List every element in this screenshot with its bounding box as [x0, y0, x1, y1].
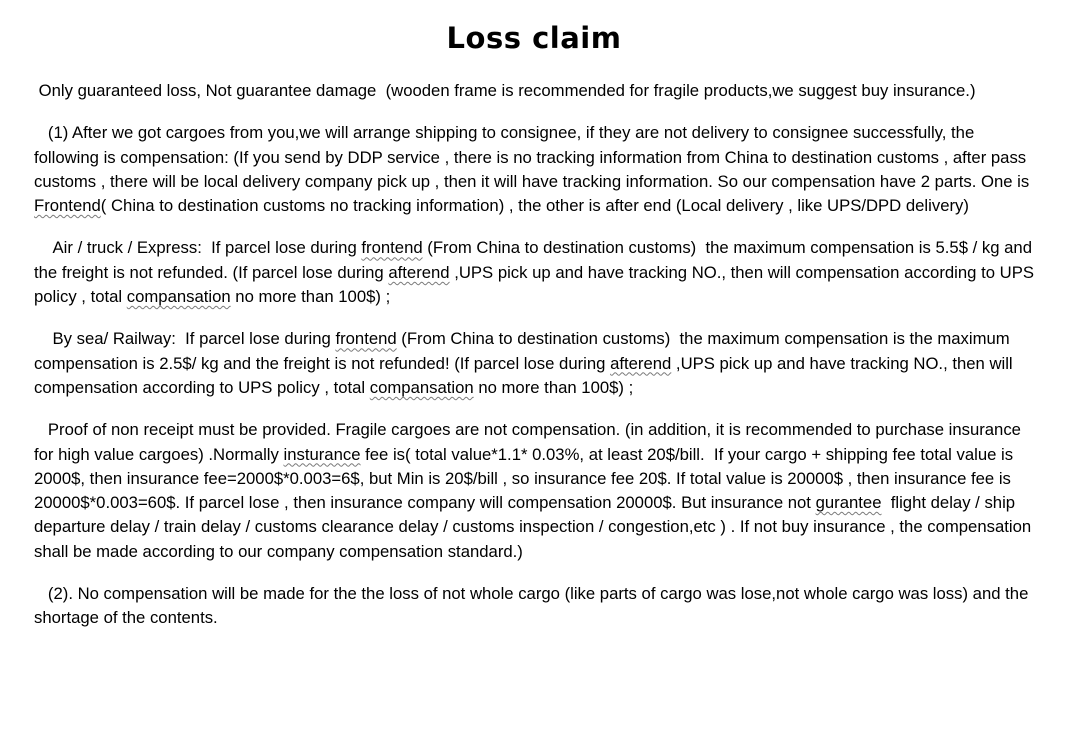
spellcheck-word: insturance: [283, 444, 361, 464]
text-run: (2). No compensation will be made for the the loss of not whole cargo (like parts of cargo was lose,not whole cargo was loss) and the shortage of the contents.: [34, 584, 1033, 628]
text-run: no more than 100$) ;: [473, 377, 634, 397]
page-title: Loss claim: [446, 21, 622, 55]
spellcheck-word: frontend: [335, 329, 397, 349]
spellcheck-word: frontend: [361, 238, 423, 258]
paragraph-sea-railway: [34, 327, 1034, 400]
text-run: Only guaranteed loss, Not guarantee damage (wooden frame is recommended for fragile products,we suggest buy insurance.): [34, 81, 976, 100]
paragraph-partial-loss: [34, 582, 1034, 631]
paragraph-air-truck-express: [34, 236, 1039, 309]
paragraph-compensation-intro: [34, 121, 1034, 218]
spellcheck-word: compansation: [369, 377, 474, 397]
spellcheck-word: compansation: [126, 287, 231, 307]
spellcheck-word: afterend: [610, 353, 672, 373]
text-run: (From China to destination customs) the maximum compensation is the maximum compensation is 2.5$/ kg and the freight is not refunded! (If parcel lose during: [34, 329, 1015, 373]
text-run: Air / truck / Express: If parcel lose during: [34, 238, 362, 258]
text-run: By sea/ Railway: If parcel lose during: [34, 329, 336, 349]
text-run: flight delay / ship departure delay / train delay / customs clearance delay / customs inspection / congestion,etc ) . If not buy insurance , the compensation shall be made according to our company compensation standard.): [34, 493, 1036, 561]
text-run: ,UPS pick up and have tracking NO., then will compensation according to UPS policy , total: [34, 353, 1018, 397]
paragraph-proof-insurance: [34, 418, 1034, 564]
text-run: (From China to destination customs) the maximum compensation is 5.5$ / kg and the freight is not refunded. (If parcel lose during: [34, 238, 1037, 282]
paragraph-guarantee-note: [34, 79, 1034, 103]
text-run: no more than 100$) ;: [230, 287, 391, 307]
text-run: ,UPS pick up and have tracking NO., then will compensation according to UPS policy , total: [34, 262, 1039, 307]
text-run: ( China to destination customs no tracking information) , the other is after end (Local delivery , like UPS/DPD delivery): [100, 196, 969, 216]
spellcheck-word: gurantee: [815, 493, 882, 513]
text-run: fee is( total value*1.1* 0.03%, at least 20$/bill. If your cargo + shipping fee total value is 2000$, then insurance fee=2000$*0.003=6$, but Min is 20$/bill , so insurance fee 20$. If total value is 20000$ , then insurance fee is 20000$*0.003=60$. If parcel lose , then insurance company will compensation 20000$. But insurance not: [34, 444, 1018, 513]
spellcheck-word: Frontend: [34, 196, 101, 216]
text-run: (1) After we got cargoes from you,we will arrange shipping to consignee, if they are not delivery to consignee successfully, the following is compensation: (If you send by DDP service , there is no tracking information from China to destination customs , after pass customs , there will be local delivery company pick up , then it will have tracking information. So our compensation have 2 parts. One is: [34, 123, 1034, 191]
document-page: [34, 0, 1039, 631]
text-run: Proof of non receipt must be provided. Fragile cargoes are not compensation. (in addition, it is recommended to purchase insurance for high value cargoes) .Normally: [34, 420, 1026, 464]
spellcheck-word: afterend: [388, 262, 450, 282]
